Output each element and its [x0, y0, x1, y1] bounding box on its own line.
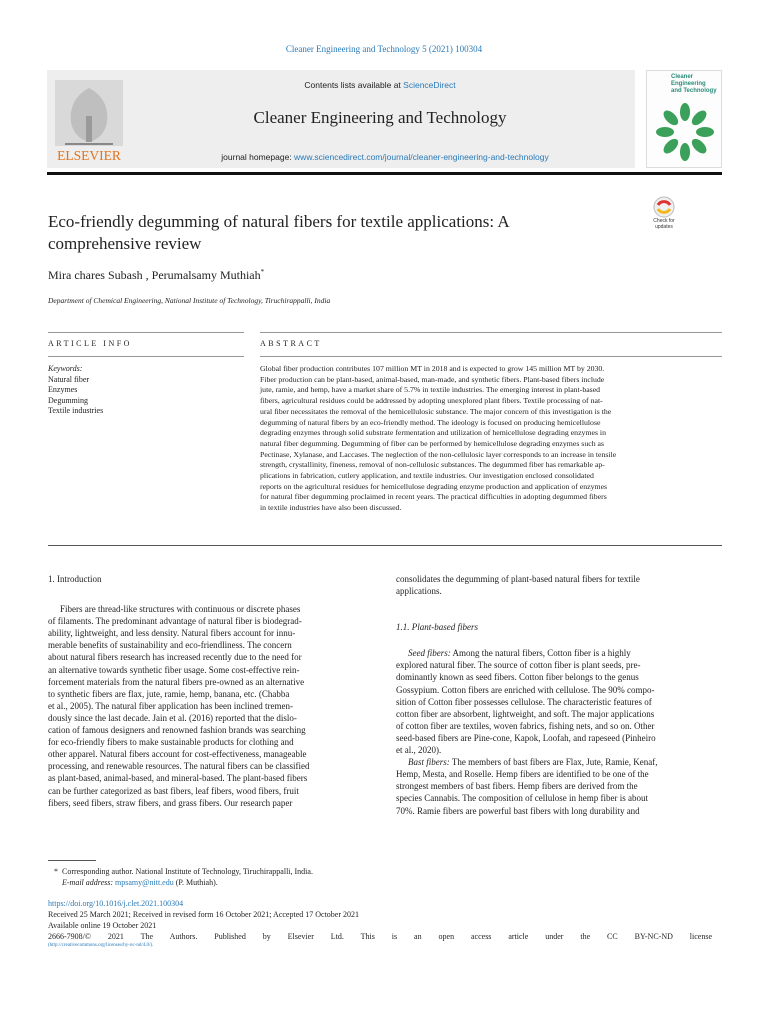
subsection-heading-plant-fibers: 1.1. Plant-based fibers — [396, 622, 478, 633]
doi-link[interactable]: https://doi.org/10.1016/j.clet.2021.100304 — [48, 899, 184, 908]
journal-cover — [646, 70, 722, 168]
intro-line: Fibers are thread-like structures with continuous or discrete phases — [60, 604, 301, 615]
intro-line: can be further categorized as bast fibers, leaf fibers, wood fibers, fruit — [48, 785, 299, 796]
affiliation: Department of Chemical Engineering, National Institute of Technology, Tiruchirappalli, India — [48, 296, 331, 305]
article-info-rule — [48, 356, 244, 357]
journal-title: Cleaner Engineering and Technology — [253, 108, 507, 127]
intro-line: for eco-friendly fibers to make sustainable products for clothing and — [48, 737, 294, 748]
intro-line: an alternative towards synthetic fiber usage. Some cost-effective rein- — [48, 664, 300, 675]
abstract-text: Global fiber production contributes 107 million MT in 2018 and is expected to grow 145 million MT by 2030. Fiber production can be plant-based, animal-based, man-made, and synthetic fibers. Plant-based fibers include jute, ramie, and hemp, have a market share of 5.7% in textile industries. The emerging interest in plant-based fibers, agricultural residues could be addressed by adopting unexplored plant fibers. Textile processing of nat- ural fiber necessitates the removal of the hemicellulosic substance. The major concern of this investigation is the degumming of natural fibers by an eco-friendly method. The ideology is focused on producing hemicellulose degrading enzymes through solid substrate fermentation and utilization of hemicellulose degrading enzymes in natural fiber degumming. Degumming of fiber can be performed by hemicellulose degrading enzymes such as Pectinase, Xylanase, and Laccases. The neglection of the non-cellulosic layer corresponds to an increase in tensile strength, crystallinity, fineness, removal of non-cellulosic substances. The degummed fiber has remarkable ap- plications in fabrication, cutlery application, and textile industries. Our investigation enclosed consolidated reports on the agricultural residues for hemicellulose degrading enzyme production and application of enzymes for natural fiber degumming proclaimed in recent years. The practical difficulties in adopting degummed fibers in textile industries have also been discussed. — [260, 364, 617, 513]
article-info-rule-top — [48, 332, 244, 333]
intro-line: et al., 2005). The natural fiber application has been inclined tremen- — [48, 700, 293, 711]
keyword-item: Enzymes — [48, 385, 78, 394]
elsevier-wordmark: ELSEVIER — [57, 148, 121, 163]
homepage-line — [140, 152, 630, 162]
corresponding-author-note: Corresponding author. National Institute of Technology, Tiruchirappalli, India. — [62, 867, 313, 876]
abstract-heading: ABSTRACT — [260, 339, 322, 348]
svg-text:Check for: Check for — [653, 218, 675, 224]
bast-fibers-label: Bast fibers: — [408, 757, 450, 768]
intro-line: as plant-based, animal-based, and mineral-based. The plant-based fibers — [48, 773, 308, 784]
corresponding-mark[interactable]: * — [260, 268, 265, 276]
bast-fibers-paragraph: Bast fibers: The members of bast fibers are Flax, Jute, Ramie, Kenaf, Hemp, Mesta, and Roselle. Hemp fibers are identified to be one of the strongest members of bast fibers. Hemp fibers are derived from the species Cannabis. The composition of cellulose in hemp fiber is about 70%. Ramie fibers are powerful bast fibers with long durability and — [396, 757, 658, 816]
keywords-label: Keywords: — [48, 364, 83, 373]
intro-line: fibers, seed fibers, straw fibers, and grass fibers. Our research paper — [48, 797, 293, 808]
intro-line: about natural fibers research has increased recently due to the need for — [48, 652, 302, 663]
homepage-link[interactable]: www.sciencedirect.com/journal/cleaner-engineering-and-technology — [294, 152, 549, 162]
article-title: Eco-friendly degumming of natural fibers for textile applications: A comprehensive review — [48, 212, 510, 253]
seed-fibers-paragraph: Seed fibers: Among the natural fibers, Cotton fiber is a highly explored natural fiber. The source of cotton fiber is plant seeds, pre- dominantly known as seed fibers. Cotton fiber belongs to the genus Gossypium. Cotton fibers are enriched with cellulose. The 90% compo- sition of Cotton fiber possesses cellulose. The characteristic features of cotton fiber are absorbent, lightweight, and soft. The major applications of cotton fiber are textiles, woven fabrics, fishing nets, and so on. Other seed-based fibers are Pine-cone, Kapok, Loofah, and rapeseed (Pinheiro et al., 2020). — [396, 648, 656, 756]
header-rule — [47, 172, 722, 175]
footnote-rule — [48, 860, 96, 861]
abstract-bottom-rule — [48, 545, 722, 546]
intro-line: cation of famous designers and renowned fashion brands was searching — [48, 725, 306, 736]
check-for-updates-badge[interactable] — [646, 194, 682, 230]
email-label: E-mail address: — [62, 878, 116, 887]
elsevier-logo — [51, 78, 127, 164]
intro-line: forcement materials from the natural fibers pre-owned as an alternative — [48, 676, 305, 687]
keywords-block — [48, 364, 228, 417]
keyword-item: Textile industries — [48, 406, 104, 415]
seed-fibers-label: Seed fibers: — [408, 648, 451, 659]
cover-title: Cleaner Engineering and Technology — [671, 74, 717, 94]
svg-text:updates: updates — [655, 224, 673, 230]
keyword-item: Degumming — [48, 395, 88, 405]
homepage-label: journal homepage: — [221, 152, 295, 162]
license-link[interactable]: (http://creativecommons.org/licenses/by-nc-nd/4.0/). — [48, 943, 154, 948]
intro-line: of filaments. The predominant advantage of natural fiber is biodegrad- — [48, 616, 302, 627]
cover-leaf-emblem — [651, 99, 719, 165]
intro-line: other apparel. Natural fibers account for cost-effectiveness, manageable — [48, 749, 307, 760]
email-link[interactable]: mpsamy@nitt.edu — [115, 878, 174, 887]
intro-line: dously since the last decade. Jain et al. (2016) reported that the dislo- — [48, 712, 297, 723]
intro-line: merable benefits of sustainability and eco-friendliness. The concern — [48, 640, 292, 651]
author-list: Mira chares Subash , Perumalsamy Muthiah* — [48, 268, 265, 282]
available-online: Available online 19 October 2021 — [48, 921, 157, 930]
article-info-heading: ARTICLE INFO — [48, 339, 132, 348]
running-head: Cleaner Engineering and Technology 5 (2021) 100304 — [285, 44, 483, 54]
intro-line: to synthetic fibers are flax, jute, ramie, hemp, banana, etc. (Chabba — [48, 688, 290, 699]
abstract-rule — [260, 356, 722, 357]
introduction-paragraph — [48, 603, 372, 809]
body-column-right: consolidates the degumming of plant-based natural fibers for textile applications. 1.1. Plant-based fibers Seed fibers: Among the natural fibers, Cotton fiber is a highly explored natural fiber. The source of cotton fiber is plant seeds, pre- dominantly known as seed fibers. Cotton fiber belongs to the genus Gossypium. Cotton fibers are enriched with cellulose. The 90% compo- sition of Cotton fiber possesses cellulose. The characteristic features of cotton fiber are absorbent, lightweight, and soft. The major applications of cotton fiber are textiles, woven fabrics, fishing nets, and so on. Other seed-based fibers are Pine-cone, Kapok, Loofah, and rapeseed (Pinheiro et al., 2020). Bast fibers: The members of bast fibers are Flax, Jute, Ramie, Kenaf, Hemp, Mesta, and Roselle. Hemp fibers are identified to be one of the strongest members of bast fibers. Hemp fibers are derived from the species Cannabis. The composition of cellulose in hemp fiber is about 70%. Ramie fibers are powerful bast fibers with long durability and — [396, 573, 721, 817]
contents-line — [180, 80, 580, 90]
body-column-left — [48, 573, 372, 809]
section-heading-introduction: 1. Introduction — [48, 574, 102, 584]
received-dates: Received 25 March 2021; Received in revised form 16 October 2021; Accepted 17 October 2021 — [48, 910, 360, 919]
footnotes: * Corresponding author. National Institute of Technology, Tiruchirappalli, India. E-mail address: mpsamy@nitt.edu (P. Muthiah). https://doi.org/10.1016/j.clet.2021.100304 Received 25 March 2021; Received in revised form 16 October 2021; Accepted 17 October 2021 Available online 19 October 2021 2666-7908/© 2021 The Authors. Published by Elsevier Ltd. This is an open access article under the CC BY-NC-ND license (http://creativecommons.org/licenses/by-nc-nd/4.0/). — [48, 866, 723, 950]
contents-prefix: Contents lists available at — [304, 80, 404, 90]
sciencedirect-link[interactable]: ScienceDirect — [403, 80, 456, 90]
keyword-item: Natural fiber — [48, 374, 90, 384]
abstract-rule-top — [260, 332, 722, 333]
intro-line: processing, and renewable resources. The natural fibers can be classified — [48, 761, 310, 772]
intro-line: ability, lightweight, and less density. Natural fibers account for innu- — [48, 628, 296, 639]
license-statement: 2666-7908/© 2021 The Authors. Published by Elsevier Ltd. This is an open access article under the CC BY-NC-ND license — [48, 932, 712, 941]
